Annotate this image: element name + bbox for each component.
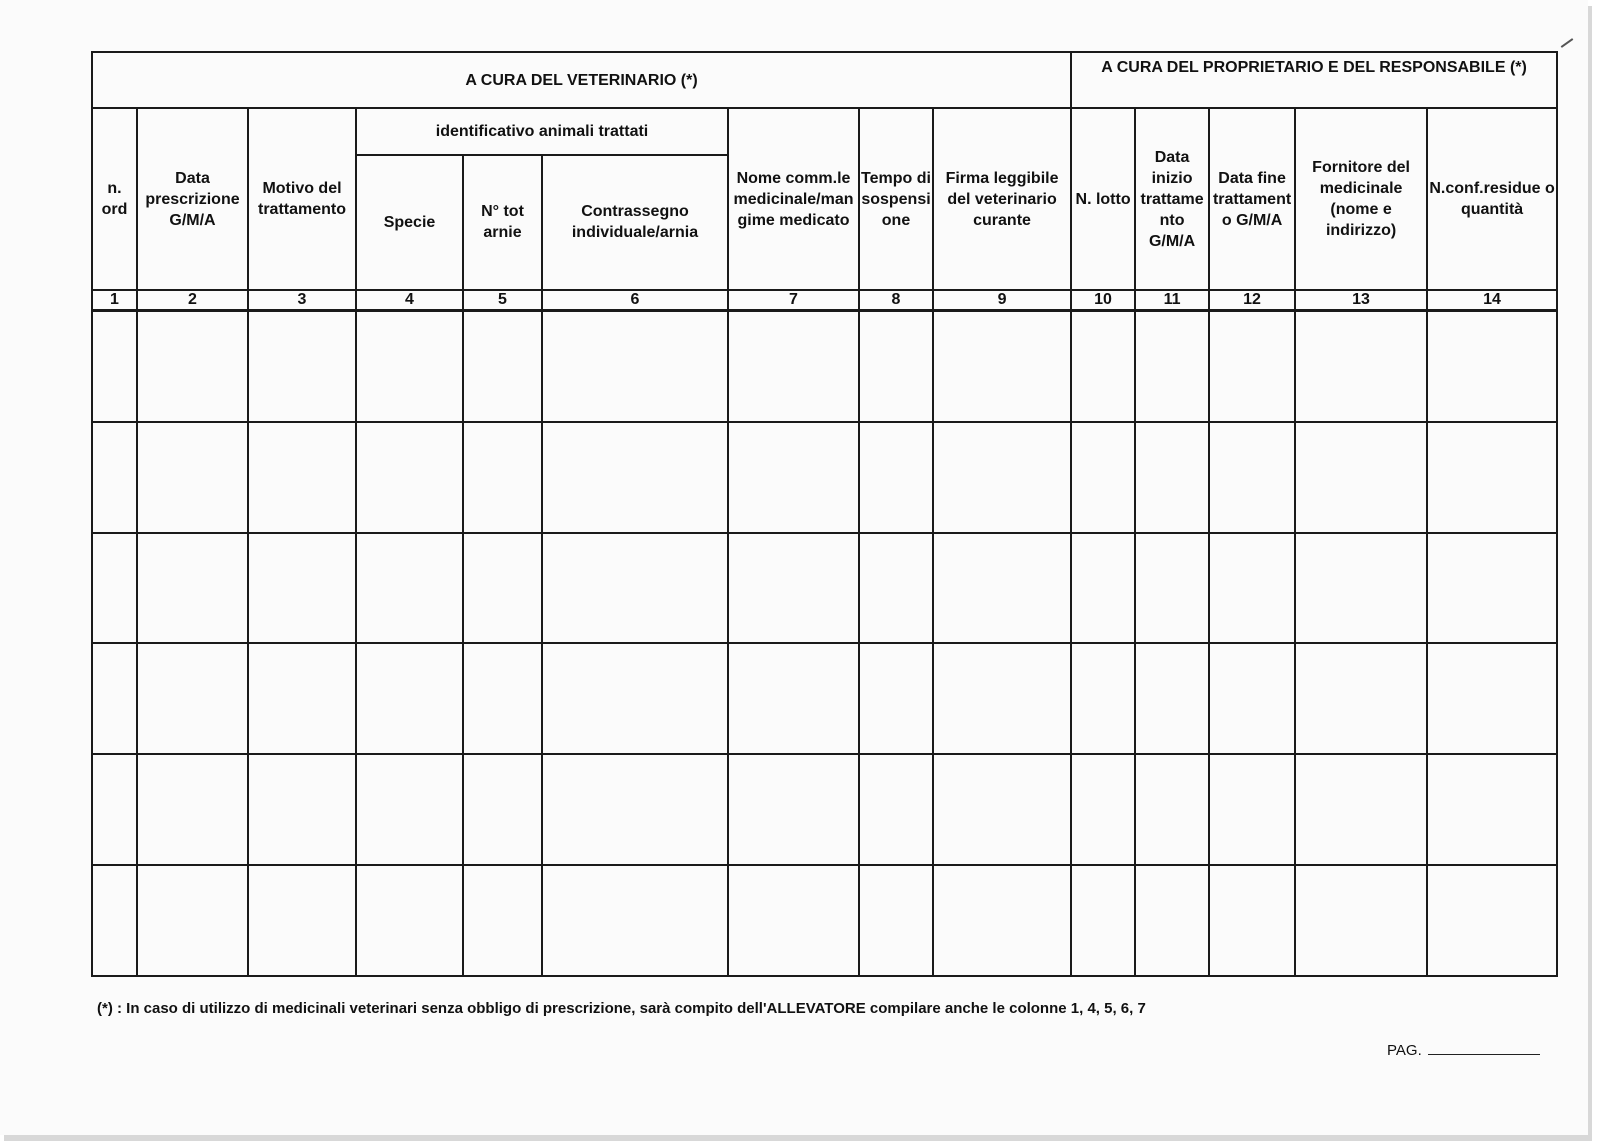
col-header-2: Data prescrizione G/M/A (137, 108, 248, 289)
col-number-4: 4 (356, 290, 463, 311)
col-header-3: Motivo del trattamento (248, 108, 356, 289)
col-number-13: 13 (1295, 290, 1427, 311)
entry-cell[interactable] (463, 754, 542, 865)
entry-cell[interactable] (728, 643, 859, 754)
table-row (92, 310, 1557, 421)
owner-section-header: A CURA DEL PROPRIETARIO E DEL RESPONSABILE (*) (1071, 52, 1557, 108)
entry-cell[interactable] (859, 422, 933, 533)
entry-cell[interactable] (728, 533, 859, 644)
entry-cell[interactable] (1295, 533, 1427, 644)
entry-cell[interactable] (137, 643, 248, 754)
entry-cell[interactable] (137, 754, 248, 865)
col-header-11: Data inizio trattamento G/M/A (1135, 108, 1209, 289)
entry-cell[interactable] (933, 754, 1071, 865)
entry-cell[interactable] (248, 310, 356, 421)
entry-cell[interactable] (728, 754, 859, 865)
entry-cell[interactable] (356, 865, 463, 976)
col-number-2: 2 (137, 290, 248, 311)
entry-cell[interactable] (1427, 310, 1557, 421)
entry-cell[interactable] (933, 643, 1071, 754)
entry-cell[interactable] (356, 310, 463, 421)
entry-cell[interactable] (1427, 754, 1557, 865)
col-number-7: 7 (728, 290, 859, 311)
entry-cell[interactable] (137, 865, 248, 976)
entry-cell[interactable] (137, 533, 248, 644)
entry-cell[interactable] (933, 533, 1071, 644)
entry-cell[interactable] (92, 310, 137, 421)
entry-cell[interactable] (1427, 865, 1557, 976)
entry-cell[interactable] (542, 754, 728, 865)
page-label: PAG. (1387, 1042, 1422, 1059)
entry-cell[interactable] (92, 865, 137, 976)
entry-cell[interactable] (356, 643, 463, 754)
entry-cell[interactable] (1071, 643, 1135, 754)
entry-cell[interactable] (248, 422, 356, 533)
entry-cell[interactable] (1427, 422, 1557, 533)
col-number-14: 14 (1427, 290, 1557, 311)
entry-cell[interactable] (933, 422, 1071, 533)
entry-cell[interactable] (1209, 754, 1295, 865)
col-header-5: N° tot arnie (463, 155, 542, 290)
col-number-8: 8 (859, 290, 933, 311)
entry-cell[interactable] (933, 310, 1071, 421)
entry-cell[interactable] (1295, 754, 1427, 865)
entry-cell[interactable] (92, 643, 137, 754)
entry-cell[interactable] (859, 754, 933, 865)
entry-cell[interactable] (248, 754, 356, 865)
entry-cell[interactable] (1071, 865, 1135, 976)
entry-cell[interactable] (1135, 422, 1209, 533)
entry-cell[interactable] (542, 533, 728, 644)
col-number-11: 11 (1135, 290, 1209, 311)
entry-cell[interactable] (137, 310, 248, 421)
entry-cell[interactable] (1209, 643, 1295, 754)
entry-cell[interactable] (1427, 533, 1557, 644)
entry-cell[interactable] (859, 310, 933, 421)
entry-cell[interactable] (248, 533, 356, 644)
veterinarian-section-header: A CURA DEL VETERINARIO (*) (92, 52, 1071, 108)
entry-cell[interactable] (137, 422, 248, 533)
entry-cell[interactable] (859, 643, 933, 754)
page-number-line[interactable] (1428, 1054, 1540, 1055)
entry-cell[interactable] (728, 422, 859, 533)
col-number-12: 12 (1209, 290, 1295, 311)
entry-cell[interactable] (1295, 310, 1427, 421)
entry-cell[interactable] (463, 310, 542, 421)
col-number-9: 9 (933, 290, 1071, 311)
entry-cell[interactable] (248, 865, 356, 976)
entry-cell[interactable] (859, 533, 933, 644)
entry-cell[interactable] (1071, 754, 1135, 865)
entry-cell[interactable] (1071, 533, 1135, 644)
entry-cell[interactable] (728, 310, 859, 421)
entry-cell[interactable] (463, 865, 542, 976)
entry-cell[interactable] (542, 422, 728, 533)
entry-cell[interactable] (542, 310, 728, 421)
entry-cell[interactable] (1209, 865, 1295, 976)
col-header-6: Contrassegno individuale/arnia (542, 155, 728, 290)
entry-cell[interactable] (1427, 643, 1557, 754)
entry-cell[interactable] (1071, 422, 1135, 533)
entry-cell[interactable] (463, 533, 542, 644)
col-header-1: n. ord (92, 108, 137, 289)
treatment-register-table (91, 51, 1558, 977)
table-row (92, 533, 1557, 644)
col-number-1: 1 (92, 290, 137, 311)
entry-cell[interactable] (92, 754, 137, 865)
entry-cell[interactable] (1209, 422, 1295, 533)
entry-cell[interactable] (933, 865, 1071, 976)
table-row (92, 422, 1557, 533)
col-header-14: N.conf.residue o quantità (1427, 108, 1557, 289)
animals-group-header: identificativo animali trattati (356, 108, 728, 154)
entry-cell[interactable] (1135, 643, 1209, 754)
entry-cell[interactable] (356, 422, 463, 533)
entry-cell[interactable] (1295, 643, 1427, 754)
entry-cell[interactable] (859, 865, 933, 976)
page-number-field (1387, 1042, 1540, 1059)
entry-cell[interactable] (463, 643, 542, 754)
entry-cell[interactable] (1135, 865, 1209, 976)
entry-cell[interactable] (1135, 533, 1209, 644)
entry-cell[interactable] (248, 643, 356, 754)
entry-cell[interactable] (1295, 422, 1427, 533)
col-number-3: 3 (248, 290, 356, 311)
entry-cell[interactable] (92, 422, 137, 533)
col-header-13: Fornitore del medicinale (nome e indirizzo) (1295, 108, 1427, 289)
col-header-4: Specie (356, 155, 463, 290)
entry-cell[interactable] (1209, 533, 1295, 644)
col-number-5: 5 (463, 290, 542, 311)
col-header-10: N. lotto (1071, 108, 1135, 289)
entry-cell[interactable] (463, 422, 542, 533)
col-header-7: Nome comm.le medicinale/mangime medicato (728, 108, 859, 289)
entry-cell[interactable] (356, 533, 463, 644)
col-number-10: 10 (1071, 290, 1135, 311)
col-header-8: Tempo di sospensione (859, 108, 933, 289)
entry-cell[interactable] (728, 865, 859, 976)
table-row (92, 754, 1557, 865)
table-row (92, 865, 1557, 976)
col-header-12: Data fine trattamento G/M/A (1209, 108, 1295, 289)
entry-cell[interactable] (1295, 865, 1427, 976)
col-header-9: Firma leggibile del veterinario curante (933, 108, 1071, 289)
table-row (92, 643, 1557, 754)
entry-cell[interactable] (92, 533, 137, 644)
entry-cell[interactable] (1135, 754, 1209, 865)
entry-cell[interactable] (356, 754, 463, 865)
entry-cell[interactable] (542, 865, 728, 976)
entry-cell[interactable] (542, 643, 728, 754)
entry-cell[interactable] (1135, 310, 1209, 421)
entry-cell[interactable] (1209, 310, 1295, 421)
entry-cell[interactable] (1071, 310, 1135, 421)
col-number-6: 6 (542, 290, 728, 311)
footnote: (*) : In caso di utilizzo di medicinali veterinari senza obbligo di prescrizione, sarà compito dell'ALLEVATORE compilare anche le colonne 1, 4, 5, 6, 7 (97, 1000, 1146, 1017)
